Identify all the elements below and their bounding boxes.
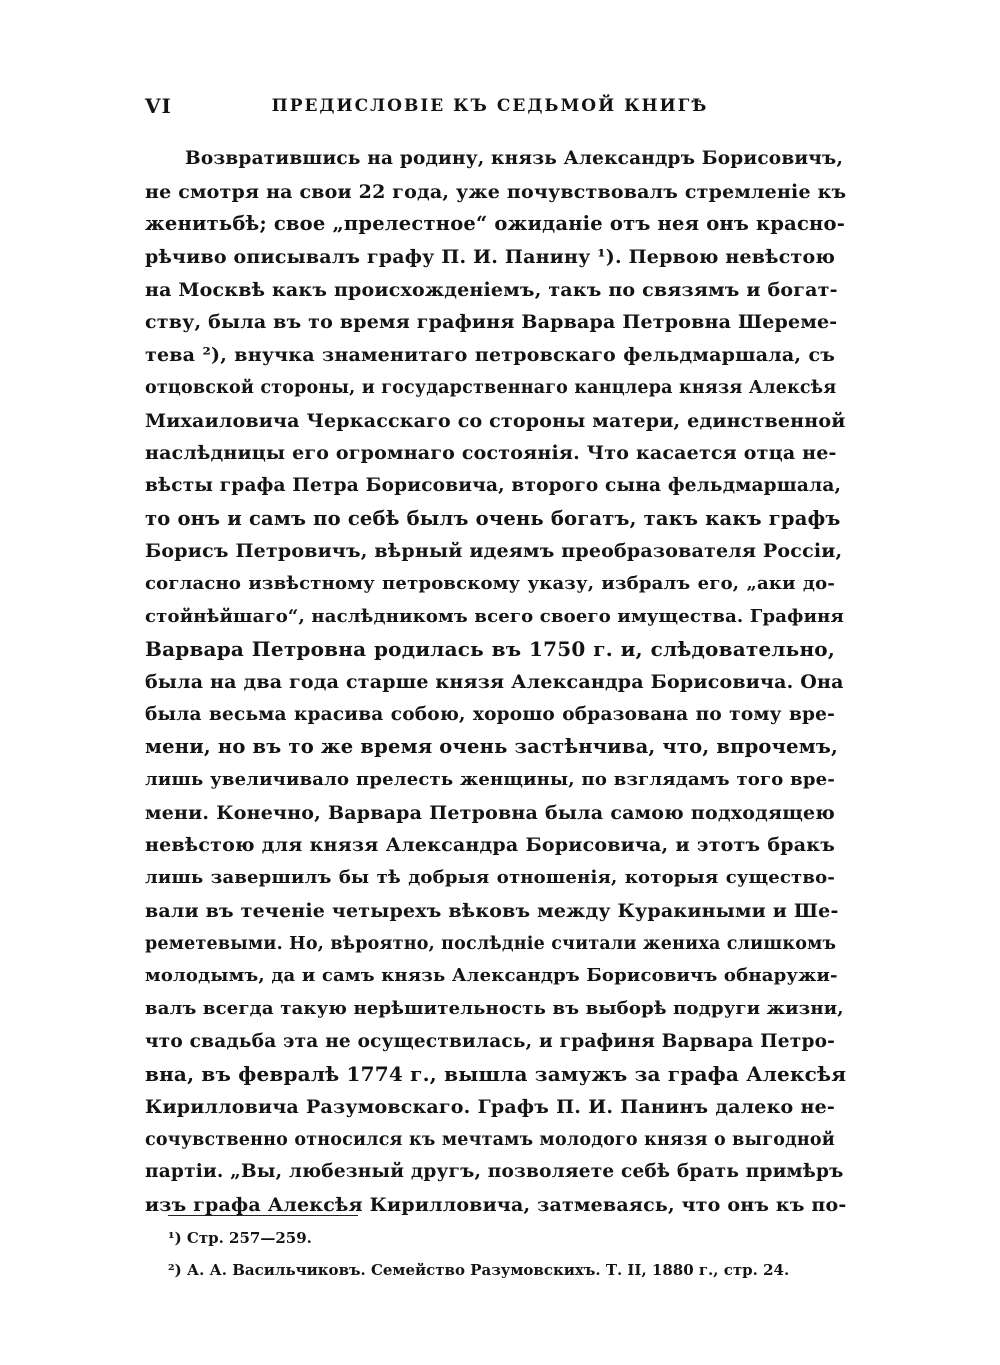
text-line: отцовской стороны, и государственнаго канцлера князя Алексѣя — [145, 377, 837, 398]
text-line: мени, но въ то же время очень застѣнчива, что, впрочемъ, — [145, 735, 838, 759]
text-line: ству, была въ то время графиня Варвара Петровна Шереме- — [145, 311, 838, 334]
footnote-2: ²) А. А. Васильчиковъ. Семейство Разумовскихъ. Т. II, 1880 г., стр. 24. — [168, 1261, 790, 1279]
text-line: рѣчиво описывалъ графу П. И. Панину ¹). Первою невѣстою — [145, 246, 835, 269]
text-line: вна, въ февралѣ 1774 г., вышла замужъ за графа Алексѣя — [145, 1062, 847, 1087]
text-line: молодымъ, да и самъ князь Александръ Борисовичъ обнаружи- — [145, 965, 838, 987]
text-line: тева ²), внучка знаменитаго петровскаго фельдмаршала, съ — [145, 344, 835, 367]
text-line: то онъ и самъ по себѣ былъ очень богатъ, такъ какъ графъ — [145, 506, 841, 530]
text-line: Кирилловича Разумовскаго. Графъ П. И. Панинъ далеко не- — [145, 1095, 835, 1118]
text-line: лишь завершилъ бы тѣ добрыя отношенія, которыя существо- — [145, 867, 835, 889]
footnote-divider — [168, 1215, 358, 1216]
text-line: наслѣдницы его огромнаго состоянія. Что касается отца не- — [145, 442, 837, 465]
text-line: изъ графа Алексѣя Кирилловича, затмеваясь, что онъ къ по- — [145, 1194, 847, 1216]
text-line: невѣстою для князя Александра Борисовича, и этотъ бракъ — [145, 834, 835, 857]
text-line: не смотря на свои 22 года, уже почувствовалъ стремленіе къ — [145, 180, 847, 203]
text-line: партіи. „Вы, любезный другъ, позволяете себѣ брать примѣръ — [145, 1161, 844, 1183]
text-line: лишь увеличивало прелесть женщины, по взглядамъ того вре- — [145, 769, 835, 791]
page-number: VI — [145, 94, 172, 118]
text-line: была на два года старше князя Александра Борисовича. Она — [145, 671, 844, 693]
text-line: реметевыми. Но, вѣроятно, послѣдніе считали жениха слишкомъ — [145, 933, 837, 954]
running-title: ПРЕДИСЛОВІЕ КЪ СЕДЬМОЙ КНИГѢ — [271, 96, 709, 116]
text-line: женитьбѣ; свое „прелестное“ ожиданіе отъ нея онъ красно- — [145, 212, 846, 236]
text-line: что свадьба эта не осуществилась, и графиня Варвара Петро- — [145, 1030, 835, 1052]
main-text — [145, 143, 847, 1222]
text-line: сочувственно относился къ мечтамъ молодого князя о выгодной — [145, 1129, 835, 1150]
text-line: вѣсты графа Петра Борисовича, второго сына фельдмаршала, — [145, 474, 842, 496]
text-line: на Москвѣ какъ происхожденіемъ, такъ по связямъ и богат- — [145, 278, 838, 301]
text-line: Борисъ Петровичъ, вѣрный идеямъ преобразователя Россіи, — [145, 540, 843, 563]
text-line: была весьма красива собою, хорошо образована по тому вре- — [145, 703, 835, 725]
page-header — [145, 94, 835, 124]
text-line: согласно извѣстному петровскому указу, избралъ его, „аки до- — [145, 572, 835, 594]
text-line: валъ всегда такую нерѣшительность въ выборѣ подруги жизни, — [145, 997, 844, 1019]
text-line: Михаиловича Черкасскаго со стороны матери, единственной — [145, 409, 846, 432]
text-line: вали въ теченіе четырехъ вѣковъ между Куракиными и Ше- — [145, 899, 839, 922]
text-line: Варвара Петровна родилась въ 1750 г. и, слѣдовательно, — [145, 637, 835, 662]
footnote-1: ¹) Стр. 257—259. — [168, 1229, 312, 1247]
text-line: мени. Конечно, Варвара Петровна была самою подходящею — [145, 801, 835, 824]
text-line: стойнѣйшаго“, наслѣдникомъ всего своего имущества. Графиня — [145, 605, 845, 627]
text-line: Возвратившись на родину, князь Александръ Борисовичъ, — [185, 148, 844, 169]
footnotes — [168, 1222, 828, 1286]
